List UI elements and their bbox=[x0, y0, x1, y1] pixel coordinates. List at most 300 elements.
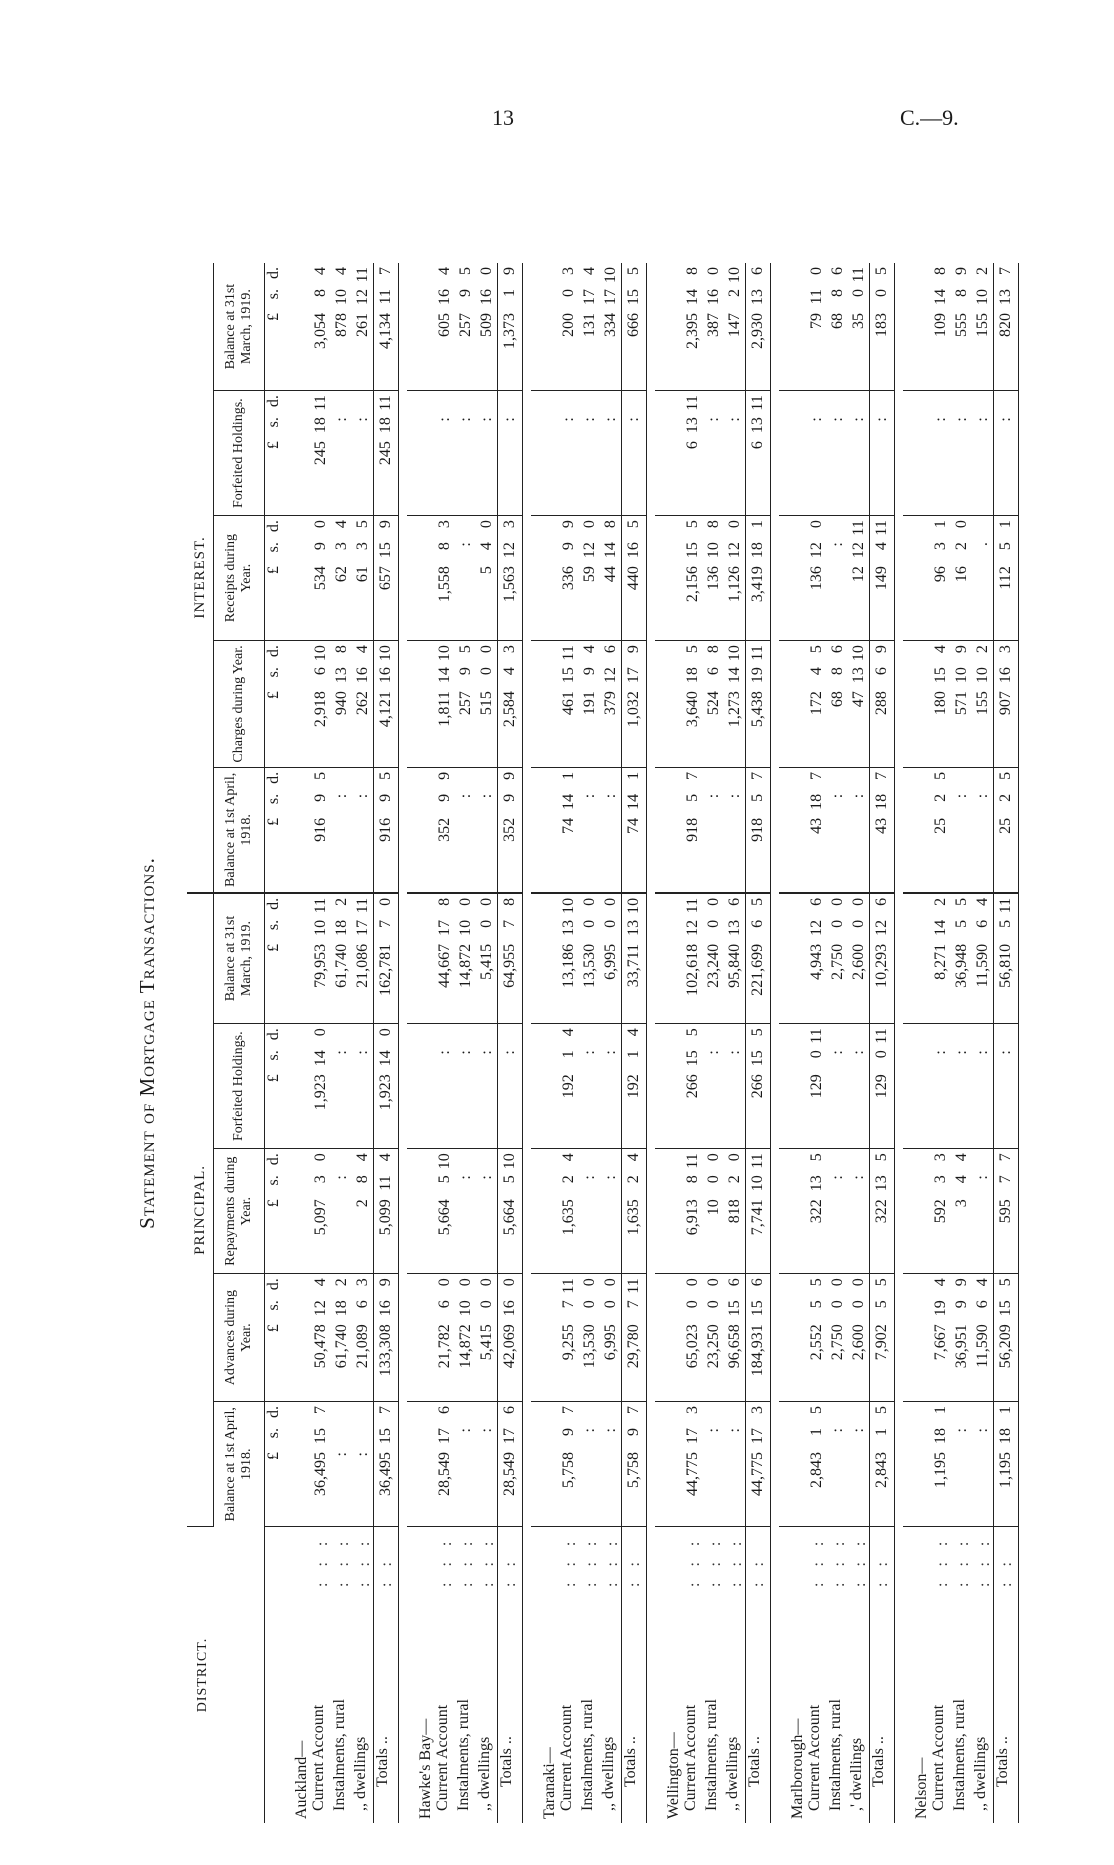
amount-cell bbox=[746, 1149, 771, 1274]
amount-cell bbox=[848, 641, 870, 768]
amount-cell bbox=[455, 391, 476, 516]
pounds: 5,664 bbox=[501, 1199, 518, 1236]
empty-cell bbox=[655, 1274, 682, 1402]
pounds: 56,209 bbox=[997, 1324, 1014, 1369]
pence: 5 bbox=[683, 520, 701, 529]
amount-cell bbox=[622, 1274, 647, 1402]
pence: 0 bbox=[477, 267, 495, 275]
amount-cell bbox=[703, 641, 724, 768]
leader-dots: : : : bbox=[686, 1535, 703, 1587]
amount-cell bbox=[579, 1149, 600, 1274]
shillings: : bbox=[456, 1175, 474, 1180]
amount-cell bbox=[994, 263, 1019, 391]
empty-cell bbox=[531, 516, 558, 641]
amount-cell bbox=[455, 641, 476, 768]
pounds: 1,563 bbox=[501, 566, 518, 603]
shillings: : bbox=[580, 417, 598, 422]
pounds: 131 bbox=[580, 313, 598, 337]
shillings: : bbox=[849, 417, 867, 422]
shillings: : bbox=[849, 1175, 867, 1180]
amount-cell bbox=[265, 767, 284, 893]
pounds: 44,667 bbox=[435, 943, 453, 988]
pence: 5 bbox=[353, 520, 371, 529]
block-gap bbox=[399, 263, 408, 1823]
leader-dots: : : : bbox=[976, 1535, 993, 1587]
pounds: 918 bbox=[683, 817, 701, 842]
pounds: 221,699 bbox=[749, 943, 766, 996]
shillings: 18 bbox=[807, 793, 825, 810]
pence: 0 bbox=[580, 1278, 598, 1287]
amount-cell bbox=[331, 391, 352, 516]
amount-cell bbox=[374, 767, 399, 893]
shillings: : bbox=[435, 417, 453, 422]
pence: 6 bbox=[873, 897, 890, 906]
pence: 4 bbox=[311, 267, 329, 275]
shillings: 10 bbox=[456, 1300, 474, 1317]
pounds: 1,273 bbox=[725, 691, 743, 728]
pence: 11 bbox=[377, 395, 394, 411]
shillings: 2 bbox=[997, 793, 1014, 802]
shillings: 10 bbox=[456, 919, 474, 936]
shillings: : bbox=[704, 1428, 722, 1433]
leader-dots: : : : bbox=[459, 1535, 476, 1587]
shillings: s. bbox=[265, 1300, 282, 1311]
amount-cell bbox=[476, 263, 498, 391]
amount-cell bbox=[870, 263, 895, 391]
leader-dots: : : : bbox=[480, 1535, 497, 1587]
pounds: 50,478 bbox=[311, 1324, 329, 1369]
pence: 4 bbox=[377, 1153, 394, 1162]
shillings: 18 bbox=[332, 919, 350, 936]
amount-cell bbox=[724, 1149, 746, 1274]
table-row bbox=[434, 263, 455, 1823]
shillings: 9 bbox=[580, 667, 598, 676]
amount-cell bbox=[806, 1274, 827, 1402]
empty-cell bbox=[407, 641, 434, 768]
pounds: 1,195 bbox=[931, 1452, 949, 1489]
pounds: 23,250 bbox=[704, 1324, 722, 1369]
totals-row bbox=[374, 263, 399, 1823]
pounds: 74 bbox=[559, 817, 577, 834]
amount-cell bbox=[600, 767, 622, 893]
amount-cell bbox=[434, 516, 455, 641]
unit-row bbox=[265, 263, 284, 1823]
shillings: 14 bbox=[435, 667, 453, 684]
district-name: Nelson— bbox=[913, 1757, 930, 1819]
shillings: 15 bbox=[559, 667, 577, 684]
shillings: 13 bbox=[997, 289, 1014, 305]
empty-cell bbox=[283, 1149, 310, 1274]
empty-cell bbox=[655, 516, 682, 641]
shillings: : bbox=[332, 793, 350, 799]
shillings: 1 bbox=[807, 1428, 825, 1437]
shillings: 17 bbox=[353, 919, 371, 936]
shillings: : bbox=[952, 793, 970, 799]
shillings: 9 bbox=[559, 1428, 577, 1437]
pence: 7 bbox=[377, 267, 394, 275]
shillings: 12 bbox=[601, 667, 619, 684]
pounds: 129 bbox=[807, 1074, 825, 1099]
amount-cell bbox=[622, 641, 647, 768]
pence: 3 bbox=[683, 1406, 701, 1415]
shillings: 0 bbox=[601, 919, 619, 928]
shillings: s. bbox=[265, 542, 282, 553]
pounds: 64,955 bbox=[501, 943, 518, 988]
amount-cell bbox=[870, 1274, 895, 1402]
district-name: Wellington— bbox=[665, 1732, 682, 1819]
shillings: 1 bbox=[501, 289, 518, 297]
pence: 11 bbox=[559, 1278, 577, 1294]
shillings: 2 bbox=[625, 1175, 642, 1184]
amount-cell bbox=[724, 263, 746, 391]
amount-cell bbox=[703, 893, 724, 1024]
shillings: 15 bbox=[997, 1300, 1014, 1317]
empty-cell bbox=[531, 1402, 558, 1527]
mortgage-transactions-table bbox=[187, 263, 1027, 1823]
amount-cell bbox=[579, 1274, 600, 1402]
empty-cell bbox=[531, 893, 558, 1024]
pounds: 3,419 bbox=[749, 566, 766, 603]
column-header: Advances during Year. bbox=[214, 1274, 265, 1402]
amount-cell bbox=[600, 391, 622, 516]
pounds: 322 bbox=[807, 1199, 825, 1224]
pounds: 534 bbox=[311, 566, 329, 591]
amount-cell bbox=[265, 263, 284, 391]
shillings: : bbox=[601, 417, 619, 422]
shillings: : bbox=[332, 1050, 350, 1055]
amount-cell bbox=[310, 1024, 331, 1149]
amount-cell bbox=[703, 1024, 724, 1149]
pounds: 1,635 bbox=[559, 1199, 577, 1236]
amount-cell bbox=[265, 391, 284, 516]
amount-cell bbox=[434, 1402, 455, 1527]
pence: 11 bbox=[625, 1278, 642, 1294]
pence: 9 bbox=[873, 645, 890, 654]
leader-dots: : : bbox=[626, 1556, 643, 1587]
amount-cell bbox=[310, 516, 331, 641]
amount-cell bbox=[848, 1149, 870, 1274]
pence: 4 bbox=[311, 1278, 329, 1287]
pounds: 379 bbox=[601, 691, 619, 716]
shillings: 15 bbox=[683, 1050, 701, 1067]
totals-label-text: Totals .. bbox=[498, 1736, 515, 1819]
shillings: 0 bbox=[601, 1300, 619, 1309]
shillings: 17 bbox=[580, 289, 598, 305]
pounds: 245 bbox=[311, 441, 329, 466]
row-label bbox=[972, 1527, 994, 1823]
amount-cell bbox=[352, 1402, 374, 1527]
shillings: 12 bbox=[501, 542, 518, 559]
shillings: 8 bbox=[435, 542, 453, 551]
block-gap bbox=[1019, 263, 1028, 1823]
pence: 7 bbox=[873, 771, 890, 780]
shillings: 9 bbox=[456, 289, 474, 297]
shillings: : bbox=[973, 1175, 991, 1180]
shillings: 3 bbox=[931, 542, 949, 551]
amount-cell bbox=[455, 263, 476, 391]
pence: d. bbox=[265, 897, 282, 910]
amount-cell bbox=[848, 516, 870, 641]
empty-cell bbox=[903, 1024, 930, 1149]
pence: 3 bbox=[353, 1278, 371, 1287]
pounds: 5,099 bbox=[377, 1199, 394, 1236]
amount-cell bbox=[600, 1274, 622, 1402]
amount-cell bbox=[703, 767, 724, 893]
pounds: 23,240 bbox=[704, 943, 722, 988]
pence: 6 bbox=[435, 1406, 453, 1415]
amount-cell bbox=[972, 516, 994, 641]
amount-cell bbox=[374, 1149, 399, 1274]
shillings: : bbox=[456, 1428, 474, 1433]
pounds: 257 bbox=[456, 691, 474, 716]
empty-cell bbox=[655, 391, 682, 516]
empty-cell bbox=[407, 1402, 434, 1527]
pounds: 21,089 bbox=[353, 1324, 371, 1369]
pounds: 595 bbox=[997, 1199, 1014, 1224]
pence: 1 bbox=[749, 520, 766, 529]
pounds: 68 bbox=[828, 313, 846, 329]
pence: 9 bbox=[559, 520, 577, 529]
table-title: Statement of Mortgage Transactions. bbox=[135, 857, 159, 1229]
amount-cell bbox=[434, 767, 455, 893]
shillings: 17 bbox=[625, 667, 642, 684]
shillings: 6 bbox=[873, 667, 890, 676]
leader-dots: : : : bbox=[438, 1535, 455, 1587]
amount-cell bbox=[870, 767, 895, 893]
empty-cell bbox=[407, 1024, 434, 1149]
pence: 0 bbox=[704, 1153, 722, 1162]
amount-cell bbox=[746, 1024, 771, 1149]
amount-cell bbox=[331, 1024, 352, 1149]
shillings: 6 bbox=[435, 1300, 453, 1309]
empty-cell bbox=[779, 516, 806, 641]
gap-cell bbox=[1019, 263, 1028, 1823]
shillings: 3 bbox=[353, 542, 371, 551]
pounds: 183 bbox=[873, 313, 890, 337]
amount-cell bbox=[352, 767, 374, 893]
shillings: : bbox=[952, 1428, 970, 1433]
amount-cell bbox=[476, 641, 498, 768]
amount-cell bbox=[994, 1402, 1019, 1527]
totals-label bbox=[622, 1527, 647, 1823]
amount-cell bbox=[682, 1402, 703, 1527]
shillings: 13 bbox=[683, 417, 701, 434]
amount-cell bbox=[827, 1149, 848, 1274]
shillings: 5 bbox=[749, 793, 766, 802]
pounds: 29,780 bbox=[625, 1324, 642, 1369]
pence: 3 bbox=[559, 267, 577, 275]
pounds: 5,664 bbox=[435, 1199, 453, 1236]
pounds: 6 bbox=[749, 441, 766, 450]
row-label-text: Instalments, rural bbox=[331, 1699, 348, 1819]
amount-cell bbox=[682, 767, 703, 893]
amount-cell bbox=[870, 1402, 895, 1527]
pence: 11 bbox=[311, 395, 329, 411]
pence: 5 bbox=[749, 897, 766, 906]
amount-cell bbox=[806, 641, 827, 768]
shillings: : bbox=[332, 1175, 350, 1180]
amount-cell bbox=[848, 263, 870, 391]
amount-cell bbox=[310, 641, 331, 768]
amount-cell bbox=[374, 1274, 399, 1402]
amount-cell bbox=[724, 1274, 746, 1402]
pounds: 4,134 bbox=[377, 313, 394, 349]
amount-cell bbox=[930, 263, 951, 391]
pounds: 149 bbox=[873, 566, 890, 591]
shillings: 17 bbox=[601, 289, 619, 305]
pounds: 262 bbox=[353, 691, 371, 716]
pounds: 36,495 bbox=[311, 1452, 329, 1497]
empty-cell bbox=[779, 391, 806, 516]
pence: 10 bbox=[311, 645, 329, 662]
pounds: 3,640 bbox=[683, 691, 701, 728]
pence: 4 bbox=[931, 1278, 949, 1287]
table-row bbox=[951, 263, 972, 1823]
shillings: 7 bbox=[997, 1175, 1014, 1184]
leader-dots: : : : bbox=[810, 1535, 827, 1587]
row-label bbox=[434, 1527, 455, 1823]
empty-cell bbox=[407, 263, 434, 391]
pence: 4 bbox=[580, 267, 598, 275]
empty-cell bbox=[407, 516, 434, 641]
shillings: 2 bbox=[952, 542, 970, 551]
interest-header: INTEREST. bbox=[187, 263, 214, 893]
amount-cell bbox=[600, 641, 622, 768]
page-number: 13 bbox=[492, 105, 514, 130]
pence: 10 bbox=[625, 897, 642, 914]
pence: 9 bbox=[625, 645, 642, 654]
pounds: 1,032 bbox=[625, 691, 642, 728]
shillings: : bbox=[477, 1428, 495, 1433]
pence: 0 bbox=[704, 267, 722, 275]
pounds: 10,293 bbox=[873, 943, 890, 988]
pounds: 2,750 bbox=[828, 1324, 846, 1361]
pence: 4 bbox=[625, 1153, 642, 1162]
pence: 2 bbox=[332, 1278, 350, 1287]
amount-cell bbox=[558, 391, 579, 516]
pounds: 79 bbox=[807, 313, 825, 329]
pounds: 36,948 bbox=[952, 943, 970, 988]
shillings: 5 bbox=[873, 1300, 890, 1309]
leader-dots: : : : bbox=[831, 1535, 848, 1587]
amount-cell bbox=[827, 893, 848, 1024]
amount-cell bbox=[951, 767, 972, 893]
amount-cell bbox=[703, 263, 724, 391]
shillings: : bbox=[952, 417, 970, 422]
pence: 5 bbox=[807, 1153, 825, 1162]
leader-dots: : : : bbox=[728, 1535, 745, 1587]
pounds: 387 bbox=[704, 313, 722, 337]
empty-cell bbox=[283, 263, 310, 391]
pounds: 1,558 bbox=[435, 566, 453, 603]
pence: 7 bbox=[625, 1406, 642, 1415]
shillings: 3 bbox=[311, 1175, 329, 1184]
shillings: 13 bbox=[725, 919, 743, 936]
pounds: 36,495 bbox=[377, 1452, 394, 1497]
amount-cell bbox=[455, 516, 476, 641]
amount-cell bbox=[352, 391, 374, 516]
amount-cell bbox=[434, 1024, 455, 1149]
empty-cell bbox=[531, 263, 558, 391]
row-label bbox=[724, 1527, 746, 1823]
shillings: : bbox=[931, 417, 949, 422]
shillings: 1 bbox=[559, 1050, 577, 1059]
gap-cell bbox=[399, 263, 408, 1823]
row-label-text: Current Account bbox=[930, 1704, 947, 1819]
pence: 10 bbox=[435, 645, 453, 662]
shillings: 16 bbox=[704, 289, 722, 305]
shillings: 11 bbox=[807, 289, 825, 305]
amount-cell bbox=[994, 893, 1019, 1024]
pounds: 3 bbox=[952, 1199, 970, 1208]
shillings: 6 bbox=[704, 667, 722, 676]
shillings: : bbox=[456, 417, 474, 422]
table-row bbox=[352, 263, 374, 1823]
shillings: : bbox=[849, 1050, 867, 1055]
pence: 7 bbox=[997, 267, 1014, 275]
shillings: 8 bbox=[828, 289, 846, 297]
shillings: s. bbox=[265, 667, 282, 678]
shillings: : bbox=[725, 1050, 743, 1055]
shillings: 18 bbox=[311, 417, 329, 434]
empty-cell bbox=[531, 391, 558, 516]
table-row bbox=[724, 263, 746, 1823]
empty-cell bbox=[903, 516, 930, 641]
shillings: 16 bbox=[477, 289, 495, 305]
pounds: 155 bbox=[973, 313, 991, 337]
amount-cell bbox=[622, 1024, 647, 1149]
pounds: 2,552 bbox=[807, 1324, 825, 1361]
amount-cell bbox=[600, 516, 622, 641]
empty-cell bbox=[655, 641, 682, 768]
amount-cell bbox=[434, 263, 455, 391]
pence: 8 bbox=[435, 897, 453, 906]
pence: 0 bbox=[828, 897, 846, 906]
amount-cell bbox=[994, 1024, 1019, 1149]
pence: d. bbox=[265, 395, 282, 408]
pence: 11 bbox=[849, 267, 867, 283]
shillings: 0 bbox=[849, 1300, 867, 1309]
amount-cell bbox=[374, 1024, 399, 1149]
amount-cell bbox=[579, 893, 600, 1024]
empty-cell bbox=[779, 1024, 806, 1149]
table-row bbox=[476, 263, 498, 1823]
pence: 9 bbox=[501, 267, 518, 275]
amount-cell bbox=[476, 1402, 498, 1527]
pence: 9 bbox=[377, 1278, 394, 1287]
totals-label bbox=[498, 1527, 523, 1823]
shillings: 13 bbox=[807, 1175, 825, 1192]
shillings: s. bbox=[265, 793, 282, 805]
amount-cell bbox=[558, 641, 579, 768]
amount-cell bbox=[972, 1274, 994, 1402]
shillings: 13 bbox=[332, 667, 350, 684]
table-row bbox=[600, 263, 622, 1823]
column-header: Repayments during Year. bbox=[214, 1149, 265, 1274]
pounds: 28,549 bbox=[435, 1452, 453, 1497]
amount-cell bbox=[476, 391, 498, 516]
pence: 0 bbox=[377, 897, 394, 906]
amount-cell bbox=[622, 516, 647, 641]
pounds: 571 bbox=[952, 691, 970, 716]
pounds: £ bbox=[265, 943, 282, 952]
shillings: 3 bbox=[931, 1175, 949, 1184]
shillings: 12 bbox=[353, 289, 371, 305]
row-label-text: Current Account bbox=[310, 1704, 327, 1819]
amount-cell bbox=[806, 391, 827, 516]
shillings: : bbox=[973, 1428, 991, 1433]
totals-row bbox=[498, 263, 523, 1823]
